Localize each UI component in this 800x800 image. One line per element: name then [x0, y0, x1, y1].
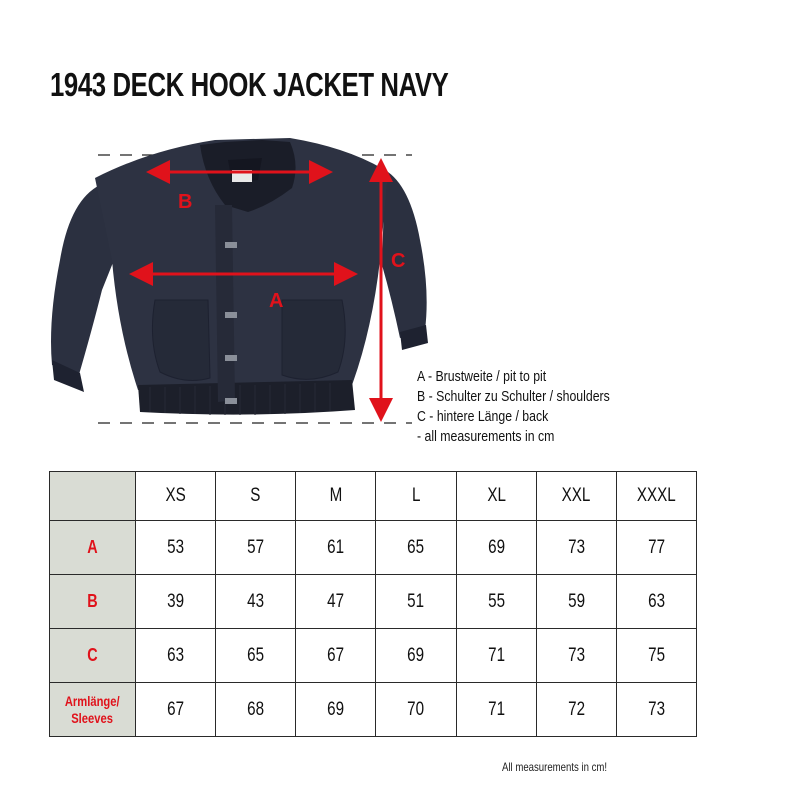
table-cell: 72	[536, 683, 616, 737]
label-b: B	[178, 191, 193, 213]
table-cell: 57	[216, 521, 296, 575]
row-label-sleeves-line1: Armlänge/	[65, 692, 120, 709]
column-header-xs: XS	[136, 472, 216, 521]
label-a: A	[269, 290, 284, 312]
table-cell: 59	[536, 575, 616, 629]
table-cell: 47	[296, 575, 376, 629]
table-cell: 61	[296, 521, 376, 575]
legend-item-a: A - Brustweite / pit to pit	[417, 368, 547, 385]
column-header-s: S	[216, 472, 296, 521]
table-cell: 67	[136, 683, 216, 737]
table-cell: 39	[136, 575, 216, 629]
table-cell: 77	[616, 521, 696, 575]
size-table	[49, 471, 697, 737]
table-cell: 63	[616, 575, 696, 629]
table-cell: 65	[376, 521, 456, 575]
table-row	[50, 521, 697, 575]
table-cell: 71	[456, 683, 536, 737]
row-label-a: A	[50, 521, 136, 575]
legend-item-c: C - hintere Länge / back	[417, 408, 549, 425]
column-header-xxl: XXL	[536, 472, 616, 521]
table-cell: 69	[296, 683, 376, 737]
footnote: All measurements in cm!	[502, 760, 608, 774]
row-label-c: C	[50, 629, 136, 683]
table-cell: 73	[536, 629, 616, 683]
table-cell: 75	[616, 629, 696, 683]
table-row	[50, 683, 697, 737]
legend-item-b: B - Schulter zu Schulter / shoulders	[417, 388, 610, 405]
table-cell: 68	[216, 683, 296, 737]
label-c: C	[391, 250, 406, 272]
table-cell: 67	[296, 629, 376, 683]
jacket-image	[51, 138, 428, 415]
row-label-sleeves	[50, 683, 136, 737]
table-cell: 73	[536, 521, 616, 575]
measurement-legend	[417, 367, 610, 447]
table-cell: 70	[376, 683, 456, 737]
table-cell: 73	[616, 683, 696, 737]
table-cell: 69	[376, 629, 456, 683]
column-header-l: L	[376, 472, 456, 521]
table-header-row	[50, 472, 697, 521]
table-cell: 65	[216, 629, 296, 683]
row-label-b: B	[50, 575, 136, 629]
table-cell: 71	[456, 629, 536, 683]
column-header-xl: XL	[456, 472, 536, 521]
table-corner-cell	[50, 472, 136, 521]
column-header-xxxl: XXXL	[616, 472, 696, 521]
table-row	[50, 575, 697, 629]
table-row	[50, 629, 697, 683]
row-label-sleeves-line2: Sleeves	[71, 709, 114, 726]
table-cell: 63	[136, 629, 216, 683]
table-cell: 43	[216, 575, 296, 629]
page-title: 1943 DECK HOOK JACKET NAVY	[50, 66, 449, 103]
table-cell: 55	[456, 575, 536, 629]
table-cell: 51	[376, 575, 456, 629]
table-cell: 53	[136, 521, 216, 575]
table-cell: 69	[456, 521, 536, 575]
legend-item-note: - all measurements in cm	[417, 428, 555, 445]
column-header-m: M	[296, 472, 376, 521]
